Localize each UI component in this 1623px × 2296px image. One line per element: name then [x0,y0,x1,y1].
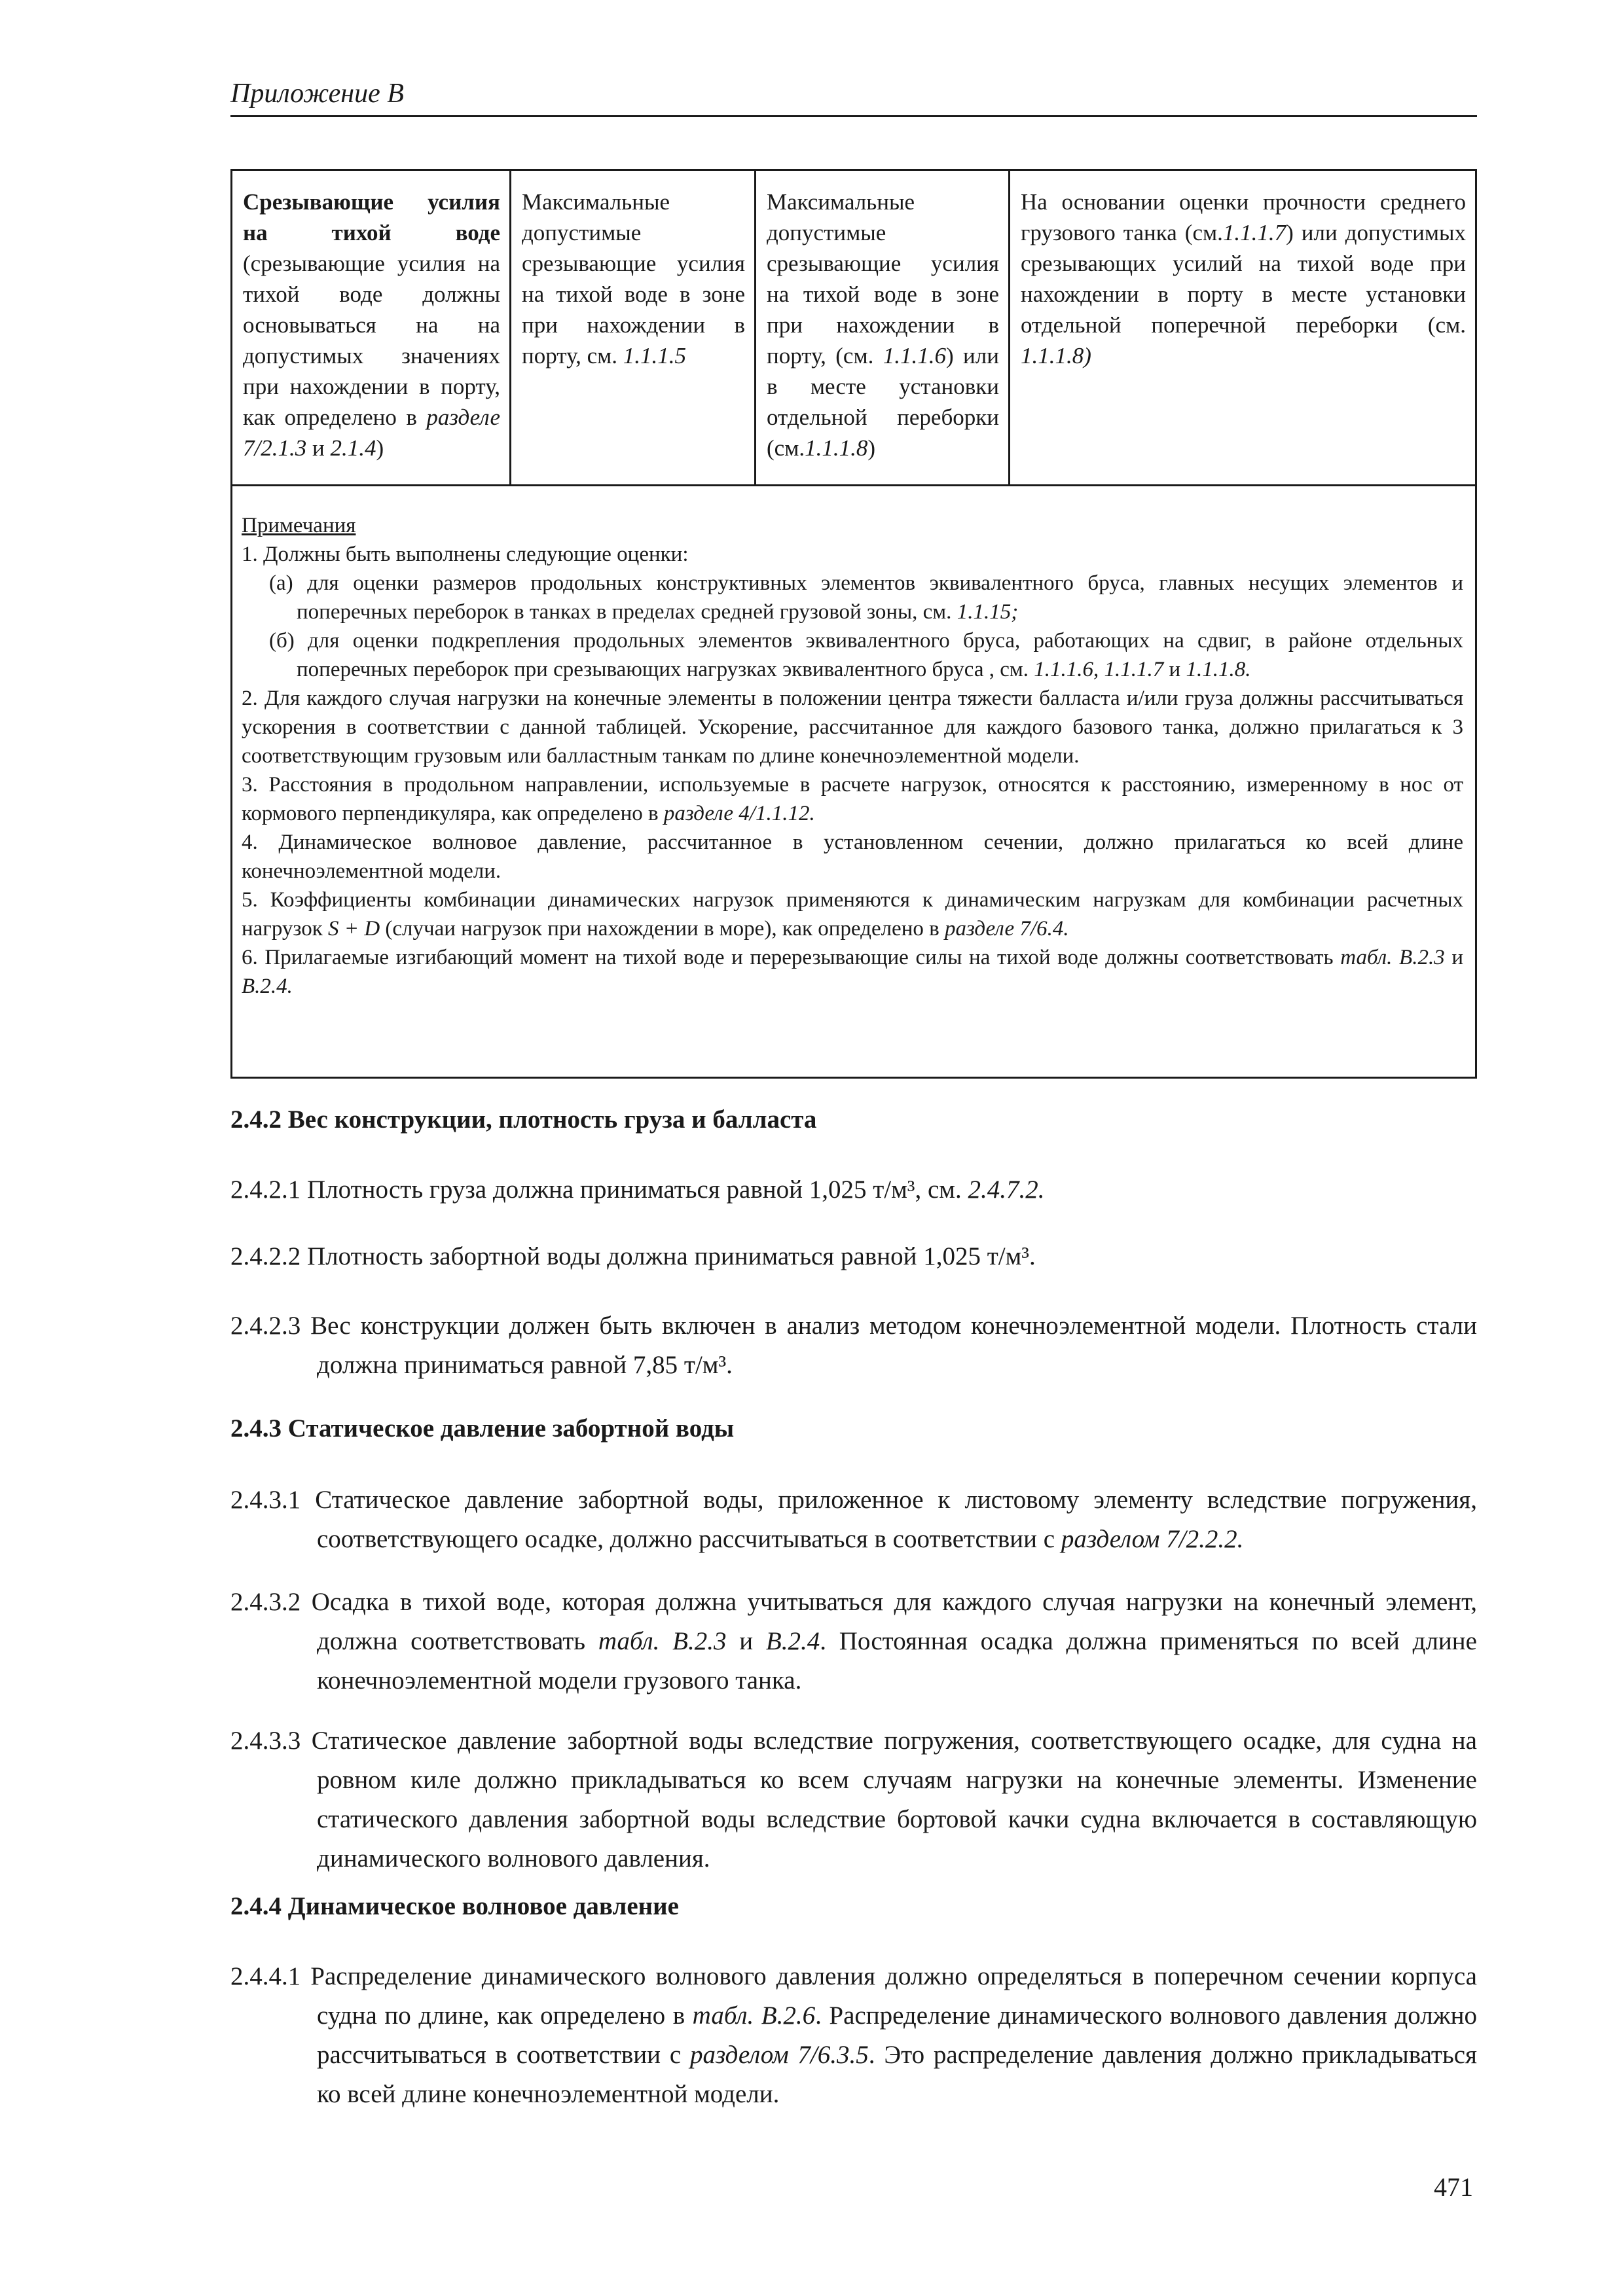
table-notes [232,486,1475,1077]
paragraph-ref: разделом 7/6.3.5 [689,2041,869,2069]
paragraph-ref: табл. В.2.3 [598,1627,727,1655]
cell-text: (срезывающие усилия на тихой воде должны основываться на на допустимых значениях при нахождении в порту, как определено в [243,251,500,430]
paragraph-text: 2.4.3.2 Осадка в тихой воде, которая должна учитываться для каждого случая нагрузки на конечный элемент, должна соответствовать [230,1588,1477,1655]
note-5 [242,886,1463,943]
note-text: (б) для оценки подкрепления продольных элементов эквивалентного бруса, работающих на сдвиг, в районе отдельных поперечных переборок при срезывающих нагрузках эквивалентного бруса , см. [269,629,1463,681]
cell-ref: 1.1.1.6 [883,343,946,368]
note-3 [242,770,1463,828]
cell-ref: 2.1.4 [330,435,376,461]
header-rule [230,115,1477,117]
paragraph [230,1583,1477,1700]
note-text: и [1163,658,1186,681]
cell-text: ) [867,435,875,461]
paragraph [230,1957,1477,2114]
note-ref: 1.1.1.8. [1186,658,1251,681]
table-cell [509,171,754,484]
note-1: 1. Должны быть выполнены следующие оценки: [242,543,689,566]
note-ref: 1.1.15; [957,600,1019,624]
note-1b [242,626,1463,684]
paragraph-text: . Постоянная осадка должна применяться по всей длине конечноэлементной модели грузового танка. [317,1627,1477,1695]
note-text: (а) для оценки размеров продольных конструктивных элементов эквивалентного бруса, главных несущих элементов и поперечных переборок в танках в пределах средней грузовой зоны, см. [269,571,1463,624]
note-ref: табл. В.2.3 [1340,946,1445,969]
note-1a [242,569,1463,626]
cell-ref: 1.1.1.8 [805,435,868,461]
paragraph: 2.4.2.2 Плотность забортной воды должна приниматься равной 1,025 т/м³. [230,1242,1036,1270]
page-number: 471 [1434,2172,1473,2202]
note-text: (случаи нагрузок при нахождении в море), как определено в [380,917,945,941]
cell-ref: 1.1.1.5 [623,343,687,368]
load-table [230,169,1477,1079]
paragraph: 2.4.2.3 Вес конструкции должен быть включен в анализ методом конечноэлементной модели. Плотность стали должна приниматься равной 7,85 т/м³. [230,1312,1477,1379]
note-ref: 1.1.1.6, 1.1.1.7 [1034,658,1164,681]
section-heading: 2.4.3 Статическое давление забортной воды [230,1414,735,1443]
note-formula: S + D [328,917,380,941]
cell-text: Максимальные допустимые срезывающие усилия на тихой воде в зоне при нахождении в порту, см. [522,189,745,368]
cell-text: ) или в месте установки отдельной переборки (см. [767,343,999,461]
cell-ref: разделе 7/2.1.3 [243,404,500,461]
paragraph-text: 2.4.4.1 Распределение динамического волнового давления должно определяться в поперечном сечении корпуса судна по длине, как определено в [230,1962,1477,2030]
note-2: 2. Для каждого случая нагрузки на конечные элементы в положении центра тяжести балласта и/или груза должны рассчитываться ускорения в соответствии с данной таблицей. Ускорение, рассчитанное для каждого базового танка, должно прилагаться к 3 соответствующим грузовым или балластным танкам по длине конечноэлементной модели. [242,687,1463,768]
note-text: 3. Расстояния в продольном направлении, используемые в расчете нагрузок, относятся к расстоянию, измеренному в нос от кормового перпендикуляра, как определено в [242,773,1463,825]
note-4: 4. Динамическое волновое давление, рассчитанное в установленном сечении, должно прилагаться ко всей длине конечноэлементной модели. [242,831,1463,883]
cell-text: и [306,435,331,461]
note-text: 6. Прилагаемые изгибающий момент на тихой воде и перерезывающие силы на тихой воде должны соответствовать [242,946,1341,969]
section-heading: 2.4.2 Вес конструкции, плотность груза и балласта [230,1105,817,1134]
section-heading: 2.4.4 Динамическое волновое давление [230,1892,679,1920]
paragraph-ref: табл. В.2.6 [692,2001,816,2030]
cell-ref: 1.1.1.8) [1021,343,1091,368]
table-cell [754,171,1008,484]
paragraph [230,1170,1477,1210]
note-ref: В.2.4. [242,975,293,998]
paragraph-text: . Это распределение давления должно прикладываться ко всей длине конечноэлементной модели. [317,2041,1477,2108]
running-header: Приложение В [230,79,404,109]
note-ref: разделе 4/1.1.12. [663,802,815,825]
cell-text: Максимальные допустимые срезывающие усилия на тихой воде в зоне при нахождении в порту, (см. [767,189,999,368]
paragraph-ref: разделом 7/2.2.2. [1061,1525,1244,1553]
cell-text: На основании оценки прочности среднего грузового танка (см. [1021,189,1466,245]
cell-ref: 1.1.1.7 [1222,220,1286,245]
cell-text: ) или допустимых срезывающих усилий на тихой воде при нахождении в порту в месте установки отдельной поперечной переборки (см. [1021,220,1466,338]
paragraph-ref: 2.4.7.2. [968,1175,1045,1204]
paragraph-text: и [726,1627,766,1655]
paragraph-text: 2.4.3.1 Статическое давление забортной воды, приложенное к листовому элементу вследствие погружения, соответствующего осадке, должно рассчитываться в соответствии с [230,1486,1477,1553]
table-row [232,171,1475,486]
cell-text: ) [376,435,384,461]
note-6 [242,943,1463,1001]
note-text: 5. Коэффициенты комбинации динамических нагрузок применяются к динамическим нагрузкам для комбинации расчетных нагрузок [242,888,1463,941]
cell-term: Срезывающие усилия на тихой воде [243,189,500,245]
table-cell [1008,171,1475,484]
notes-heading: Примечания [242,514,356,537]
paragraph [230,1480,1477,1559]
paragraph-text: 2.4.2.1 Плотность груза должна приниматься равной 1,025 т/м³, см. [230,1175,968,1204]
paragraph-ref: В.2.4 [765,1627,820,1655]
note-ref: разделе 7/6.4. [944,917,1069,941]
note-text: и [1444,946,1464,969]
table-cell-criterion [232,171,509,484]
paragraph: 2.4.3.3 Статическое давление забортной воды вследствие погружения, соответствующего осадке, для судна на ровном киле должно прикладываться ко всем случаям нагрузки на конечные элементы. Изменение статического давления забортной воды вследствие бортовой качки судна включается в составляющую динамического волнового давления. [230,1727,1477,1873]
paragraph-text: . Распределение динамического волнового давления должно рассчитываться в соответствии с [317,2001,1477,2069]
